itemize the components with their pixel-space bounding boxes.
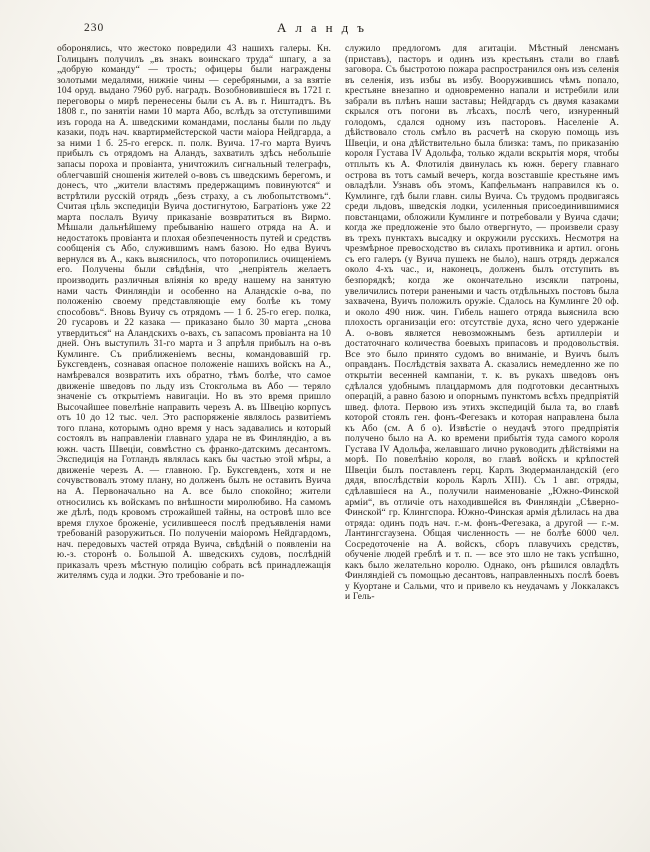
text-block <box>57 44 619 603</box>
text-column-left: оборонялись, что жестоко повредили 43 нашихъ галеры. Кн. Голицынъ получилъ „въ знакъ воинскаго труда“ шпагу, а за „добрую команду“ — трость; офицеры были награждены золотыми медалями, нижніе чины — серебряными, а за взятіе 104 оруд. выдано 7960 руб. наградъ. Возобновившіеся въ 1721 г. переговоры о мирѣ перенесены были съ А. въ г. Ништадтъ. Въ 1808 г., по занятіи нами 10 марта Або, вслѣдъ за отступившими изъ города на А. шведскими командами, посланы были по льду казаки, подъ нач. квартирмейстерской части маіора Нейдгарда, а за ними 1 б. 25-го егерск. п. полк. Вуича. 17-го марта Вуичъ прибылъ съ отрядомъ на Аландъ, захватилъ здѣсь небольшіе запасы пороха и провіанта, уничтожилъ сигнальный телеграфъ, облегчавшій сношенія жителей о-вовъ съ шведскимъ берегомъ, и донесъ, что „жители властямъ предержащимъ повинуются“ и встрѣтили русскій отрядъ „безъ страху, а съ любопытствомъ“. Считая цѣль экспедиціи Вуича достигнутою, Багратіонъ уже 22 марта послалъ Вуичу приказаніе возвратиться въ Вирмо. Мѣшали дальнѣйшему пребыванію нашего отряда на А. и недостатокъ провіанта и плохая обезпеченность путей и средствъ сообщенія съ Або, служившимъ намъ базою. Но едва Вуичъ вернулся въ А., какъ выяснилось, что поторопились очищеніемъ его. Получены были свѣдѣнія, что „непріятель желаетъ производить различныя вліянія ко вреду нашему на занятую нами часть Финляндіи и особенно на Аландскіе о-ва, по положенію своему представляющіе ему болѣе къ тому способовъ“. Вновь Вуичу съ отрядомъ — 1 б. 25-го егер. полка, 20 гусаровъ и 22 казака — приказано было 30 марта „снова утвердиться“ на Аландскихъ о-вахъ, съ запасомъ провіанта на 10 дней. Онъ выступилъ 31-го марта и 3 апрѣля прибылъ на о-въ Кумлинге. Съ приближеніемъ весны, командовавшій гр. Буксгевденъ, сознавая опасное положеніе нашихъ войскъ на А., намѣревался возвратить ихъ обратно, тѣмъ болѣе, что самое движеніе шведовъ по льду изъ Стокгольма въ Або — теряло значеніе съ открытіемъ навигаціи. Но въ это время пришло Высочайшее повелѣніе направить черезъ А. въ Швецію корпусъ отъ 10 до 12 тыс. чел. Это распоряженіе являлось развитіемъ того плана, которымъ одно время у насъ задавались и который состоялъ въ направленіи главнаго удара не въ Финляндію, а въ южн. часть Швеціи, совмѣстно съ франко-датскимъ десантомъ. Экспедиція на Готландъ являлась какъ бы частью этой мѣры, а движеніе черезъ А. — главною. Гр. Буксгевденъ, хотя и не сочувствовалъ этому плану, но долженъ былъ не оставить Вуича на А. Первоначально на А. все было спокойно; жители относились къ войскамъ по внѣшности миролюбиво. На самомъ же дѣлѣ, подъ кровомъ строжайшей тайны, на островѣ шло все время глухое броженіе, усилившееся послѣ предъявленія нами требованій разоружиться. По полученіи маіоромъ Нейдгардомъ, нач. передовыхъ частей отряда Вуича, свѣдѣній о появленіи на ю.-з. сторонѣ о. Большой А. шведскихъ судовъ, послѣдній приказалъ чрезъ мѣстную полицію собрать всѣ принадлежащія жителямъ суда и лодки. Это требованіе и по- <box>57 44 331 582</box>
text-column-right: служило предлогомъ для агитаціи. Мѣстный ленсманъ (приставъ), пасторъ и одинъ изъ крестьянъ стали во главѣ заговора. Съ быстротою пожара распространился онъ изъ селенія въ селенія, изъ избы въ избу. Вооружившись чѣмъ попало, крестьяне внезапно и одновременно напали и истребили или забрали въ плѣнъ наши заставы; Нейдгардъ съ двумя казаками скрылся отъ погони въ лѣсахъ, послѣ чего, изнуренный голодомъ, сдался одному изъ пасторовъ. Населеніе А. дѣйствовало столь смѣло въ расчетѣ на скорую помощь изъ Швеціи, и она дѣйствительно была близка: тамъ, по приказанію короля Густава IV Адольфа, только ждали вскрытія моря, чтобы отплыть къ А. Флотилія двинулась къ южн. берегу главнаго острова въ тотъ самый вечеръ, когда возставшіе крестьяне имъ овладѣли. Узнавъ объ этомъ, Капфельманъ направился къ о. Кумлинге, гдѣ были главн. силы Вуича. Съ трудомъ продвигаясь среди льдовъ, шведскія лодки, усиленныя присоединившимися повстанцами, обложили Кумлинге и потребовали у Вуича сдачи; когда же предложеніе это было отвергнуто, — произвели сразу въ трехъ пунктахъ высадку и окружили русскихъ. Несмотря на чрезмѣрное превосходство въ силахъ противника и артил. огонь съ его галеръ (у Вуича пушекъ не было), нашъ отрядъ держался около 4-хъ час., и, наконецъ, долженъ былъ отступить въ безпорядкѣ; когда же окончательно изсякли патроны, увеличились потери ранеными и часть отдѣльныхъ постовъ была захвачена, Вуичъ положилъ оружіе. Сдалось на Кумлинге 20 оф. и около 490 ниж. чин. Гибель нашего отряда выяснила всю плохость организаціи его: отсутствіе духа, ясно чего удержаніе А. о-вовъ является невозможнымъ безъ артиллеріи и достаточнаго количества боевыхъ припасовъ и продовольствія. Все это было принято судомъ во вниманіе, и Вуичъ былъ оправданъ. Послѣдствія захвата А. сказались немедленно же по открытіи весенней кампаніи, т. к. въ рукахъ шведовъ онъ сдѣлался удобнымъ плацдармомъ для подготовки десантныхъ операцій, а равно базою и опорнымъ пунктомъ всѣхъ предпріятій швед. флота. Первою изъ этихъ экспедицій была та, во главѣ которой стоялъ ген. фонъ-Фегезакъ и которая направлена была къ Або (см. А б о). Извѣстіе о неудачѣ этого предпріятія получено было на А. ко времени прибытія туда самого короля Густава IV Адольфа, желавшаго лично руководить дѣйствіями на морѣ. По повелѣнію короля, во главѣ войскъ и крѣпостей Швеціи былъ поставленъ герц. Карлъ Зюдерманландскій (его дядя, впослѣдствіи король Карлъ XIII). Съ 1 авг. отряды, сдѣлавшіеся на А., получили наименованіе „Южно-Финской арміи“, въ отличіе отъ находившейся въ Финляндіи „Сѣверно-Финской“ гр. Клингспора. Южно-Финская армія дѣлилась на два отряда: одинъ подъ нач. г.-м. фонъ-Фегезака, а другой — г.-м. Лантингсгаузена. Общая численность — не болѣе 6000 чел. Сосредоточеніе на А. войскъ, сборъ плавучихъ средствъ, обученіе людей греблѣ и т. п. — все это шло не такъ успѣшно, какъ было желательно королю. Однако, онъ рѣшился овладѣть Финляндіей съ помощью десантовъ, направленныхъ послѣ боевъ у Куортане и Сальми, что и привело къ неудачамъ у Локкалаксъ и Гель- <box>345 44 619 603</box>
page-title: Аландъ <box>277 20 373 35</box>
page-number: 230 <box>84 22 105 34</box>
page-header <box>0 20 650 38</box>
